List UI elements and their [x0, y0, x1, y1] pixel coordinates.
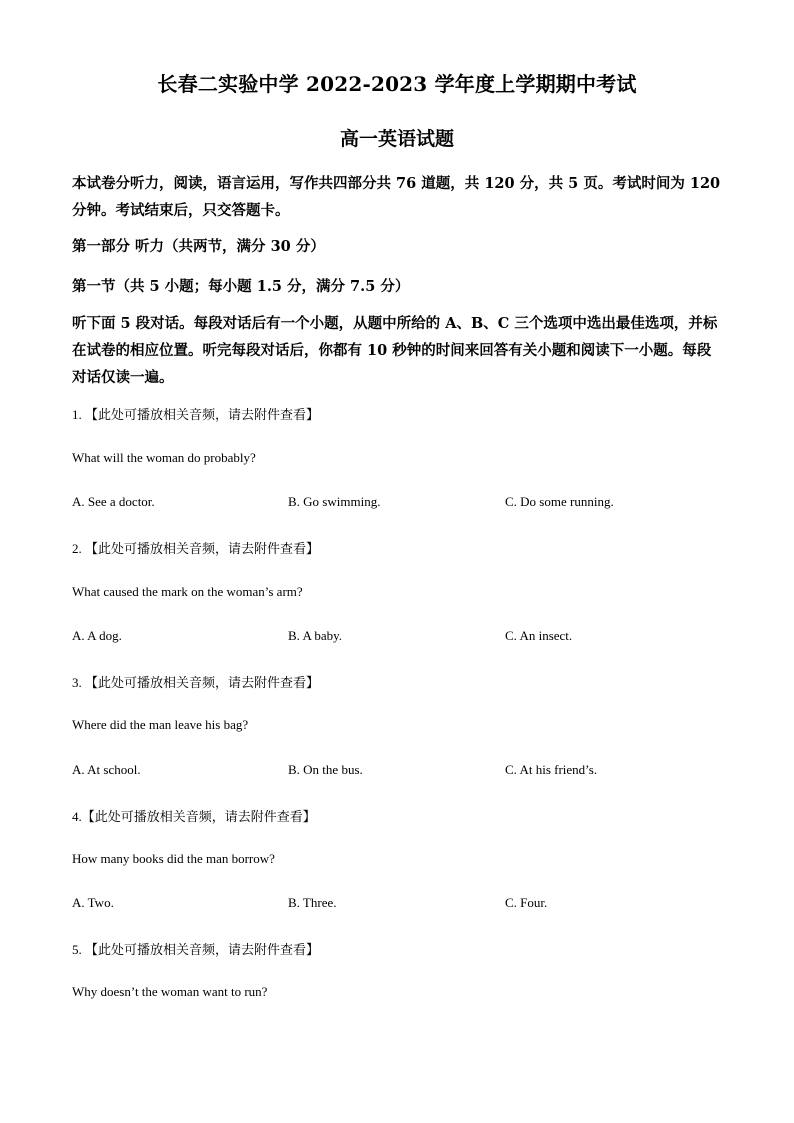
q3-option-a: A. At school. — [72, 762, 141, 777]
q2-option-c: C. An insect. — [505, 628, 573, 643]
q3-option-b: B. On the bus. — [288, 762, 363, 777]
q4-option-b: B. Three. — [288, 895, 337, 910]
q3-option-c: C. At his friend’s. — [505, 762, 598, 777]
listening-instructions: 听下面 5 段对话。每段对话后有一个小题，从题中所给的 A、B、C 三个选项中选出最佳选项，并标在试卷的相应位置。听完每段对话后，你都有 10 秒钟的时间来回答有关小题和阅读下一小题。每段对话仅读一遍。 — [72, 315, 718, 386]
exam-title: 长春二实验中学 2022-2023 学年度上学期期中考试 — [157, 72, 637, 96]
q2-audio-placeholder: 2. 【此处可播放相关音频，请去附件查看】 — [72, 541, 320, 556]
q3-audio-placeholder: 3. 【此处可播放相关音频，请去附件查看】 — [72, 675, 320, 690]
q1-option-c: C. Do some running. — [505, 494, 614, 509]
q4-option-a: A. Two. — [72, 895, 114, 910]
q1-question: What will the woman do probably? — [72, 450, 256, 465]
q4-audio-placeholder: 4.【此处可播放相关音频，请去附件查看】 — [72, 809, 316, 824]
q1-option-a: A. See a doctor. — [72, 494, 155, 509]
q2-question: What caused the mark on the woman’s arm? — [72, 584, 303, 599]
exam-intro: 本试卷分听力，阅读，语言运用，写作共四部分共 76 道题，共 120 分，共 5 页。考试时间为 120 分钟。考试结束后，只交答题卡。 — [72, 175, 721, 219]
q5-audio-placeholder: 5. 【此处可播放相关音频，请去附件查看】 — [72, 942, 320, 957]
q1-audio-placeholder: 1. 【此处可播放相关音频，请去附件查看】 — [72, 407, 320, 422]
q5-question: Why doesn’t the woman want to run? — [72, 984, 268, 999]
part-one-heading: 第一部分 听力（共两节，满分 30 分） — [72, 238, 325, 255]
q4-question: How many books did the man borrow? — [72, 851, 275, 866]
exam-subtitle: 高一英语试题 — [339, 128, 454, 150]
section-one-heading: 第一节（共 5 小题；每小题 1.5 分，满分 7.5 分） — [72, 278, 410, 295]
q4-option-c: C. Four. — [505, 895, 548, 910]
q3-question: Where did the man leave his bag? — [72, 717, 249, 732]
q2-option-b: B. A baby. — [288, 628, 343, 643]
q1-option-b: B. Go swimming. — [288, 494, 381, 509]
q2-option-a: A. A dog. — [72, 628, 122, 643]
